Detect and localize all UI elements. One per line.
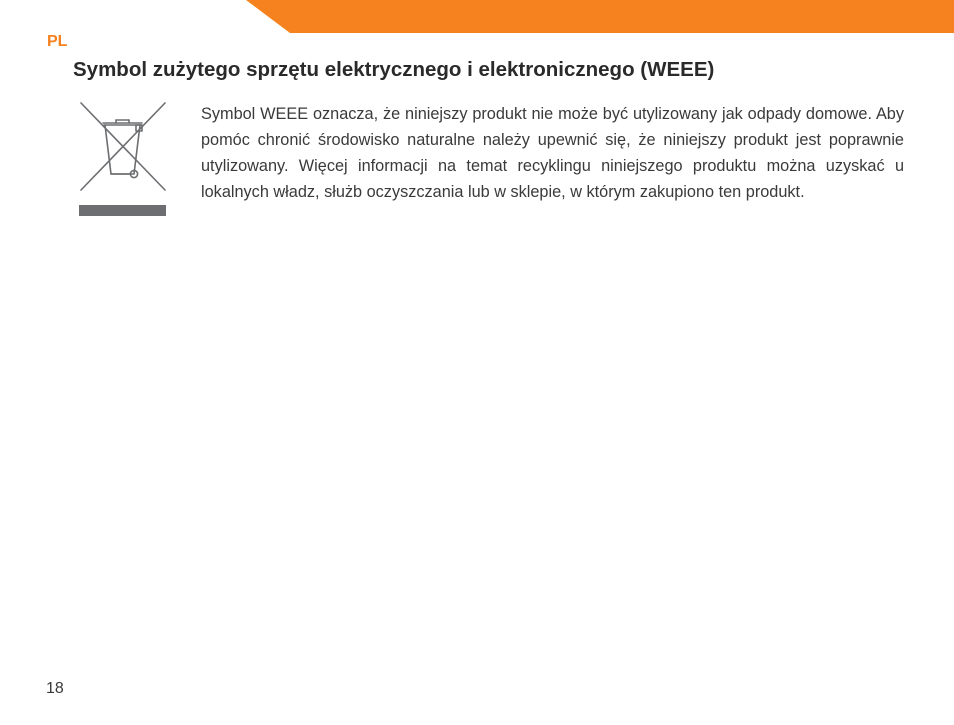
- page-number: 18: [46, 680, 64, 697]
- top-banner: [0, 0, 954, 34]
- weee-description: Symbol WEEE oznacza, że niniejszy produkt nie może być utylizowany jak odpady domowe. Aby pomóc chronić środowisko naturalne należy upewnić się, że niniejszy produkt jest poprawnie utylizowany. Więcej informacji na temat recyklingu niniejszego produktu można uzyskać u lokalnych władz, służb oczyszczania lub w sklepie, w którym zakupiono ten produkt.: [201, 105, 904, 201]
- language-label: PL: [47, 33, 68, 50]
- weee-bin-icon: [78, 101, 168, 219]
- section-title: Symbol zużytego sprzętu elektrycznego i elektronicznego (WEEE): [73, 58, 715, 81]
